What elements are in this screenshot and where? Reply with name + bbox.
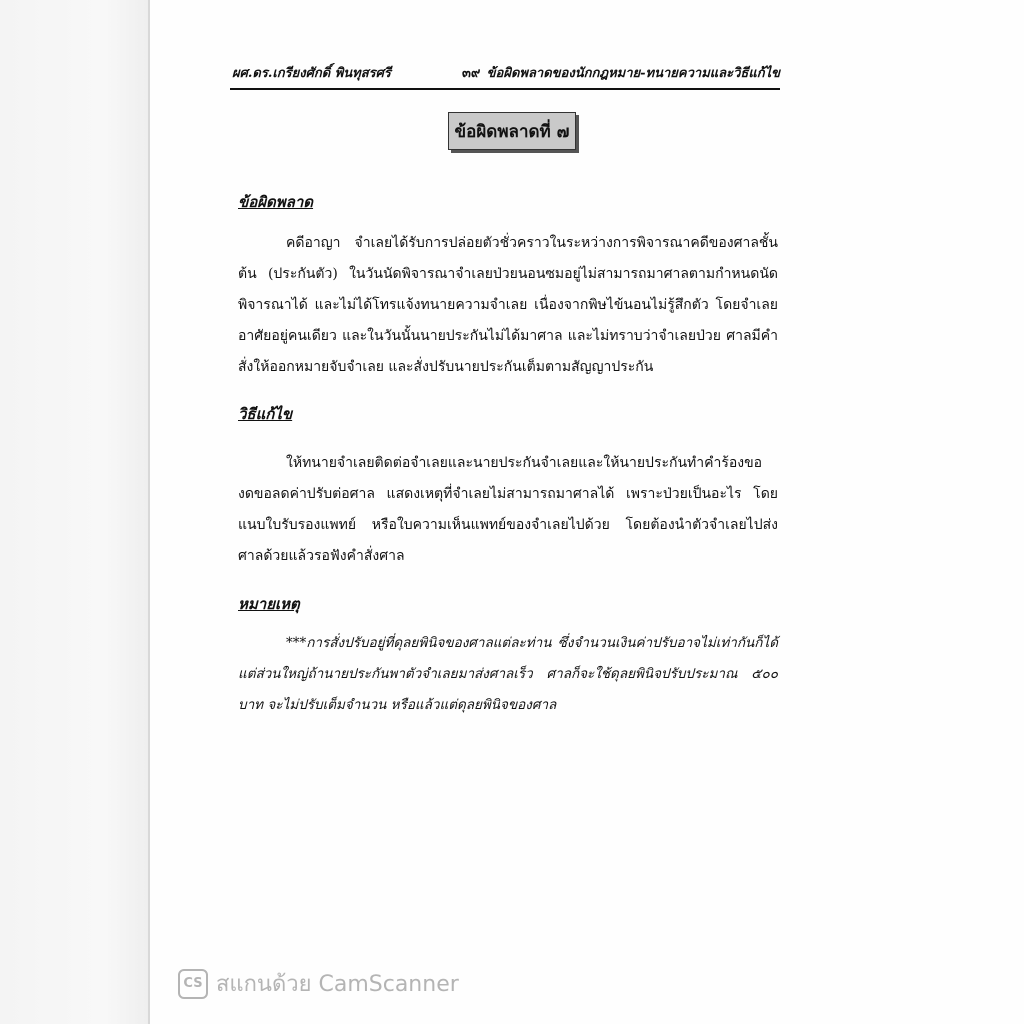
mistake-heading: ข้อผิดพลาด (238, 193, 314, 211)
header-page-number: ๓๙ (462, 66, 481, 81)
note-heading: หมายเหตุ (238, 595, 300, 613)
watermark-text: สแกนด้วย CamScanner (216, 972, 459, 997)
note-body: ***การสั่งปรับอยู่ที่ดุลยพินิจของศาลแต่ละท่าน ซึ่งจำนวนเงินค่าปรับอาจไม่เท่ากันก็ได้ แต่ส่วนใหญ่ถ้านายประกันพาตัวจำเลยมาส่งศาลเร็ว ศาลก็จะใช้ดุลยพินิจปรับประมาณ ๕๐๐ บาท จะไม่ปรับเต็มจำนวน หรือแล้วแต่ดุลยพินิจของศาล (238, 635, 778, 713)
header-divider (230, 88, 780, 90)
solution-heading: วิธีแก้ไข (238, 405, 293, 423)
solution-body: ให้ทนายจำเลยติดต่อจำเลยและนายประกันจำเลยและให้นายประกันทำคำร้องของดขอลดค่าปรับต่อศาล แสดงเหตุที่จำเลยไม่สามารถมาศาลได้ เพราะป่วยเป็นอะไร โดยแนบใบรับรองแพทย์ หรือใบความเห็นแพทย์ของจำเลยไปด้วย โดยต้องนำตัวจำเลยไปส่งศาลด้วยแล้วรอฟังคำสั่งศาล (238, 455, 778, 564)
camscanner-logo-icon: CS (178, 969, 208, 999)
scan-left-margin (0, 0, 150, 1024)
camscanner-watermark (178, 966, 459, 1001)
page-title: ข้อผิดพลาดที่ ๗ (448, 112, 576, 150)
header-author: ผศ.ดร.เกรียงศักดิ์ พินทุสรศรี (232, 66, 391, 81)
header-book-title: ข้อผิดพลาดของนักกฎหมาย-ทนายความและวิธีแก้ไข (486, 66, 780, 81)
mistake-body: คดีอาญา จำเลยได้รับการปล่อยตัวชั่วคราวในระหว่างการพิจารณาคดีของศาลชั้นต้น (ประกันตัว) ในวันนัดพิจารณาจำเลยป่วยนอนซมอยู่ไม่สามารถมาศาลตามกำหนดนัดพิจารณาได้ และไม่ได้โทรแจ้งทนายความจำเลย เนื่องจากพิษไข้นอนไม่รู้สึกตัว โดยจำเลยอาศัยอยู่คนเดียว และในวันนั้นนายประกันไม่ได้มาศาล และไม่ทราบว่าจำเลยป่วย ศาลมีคำสั่งให้ออกหมายจับจำเลย และสั่งปรับนายประกันเต็มตามสัญญาประกัน (238, 235, 778, 375)
running-header (232, 58, 780, 84)
